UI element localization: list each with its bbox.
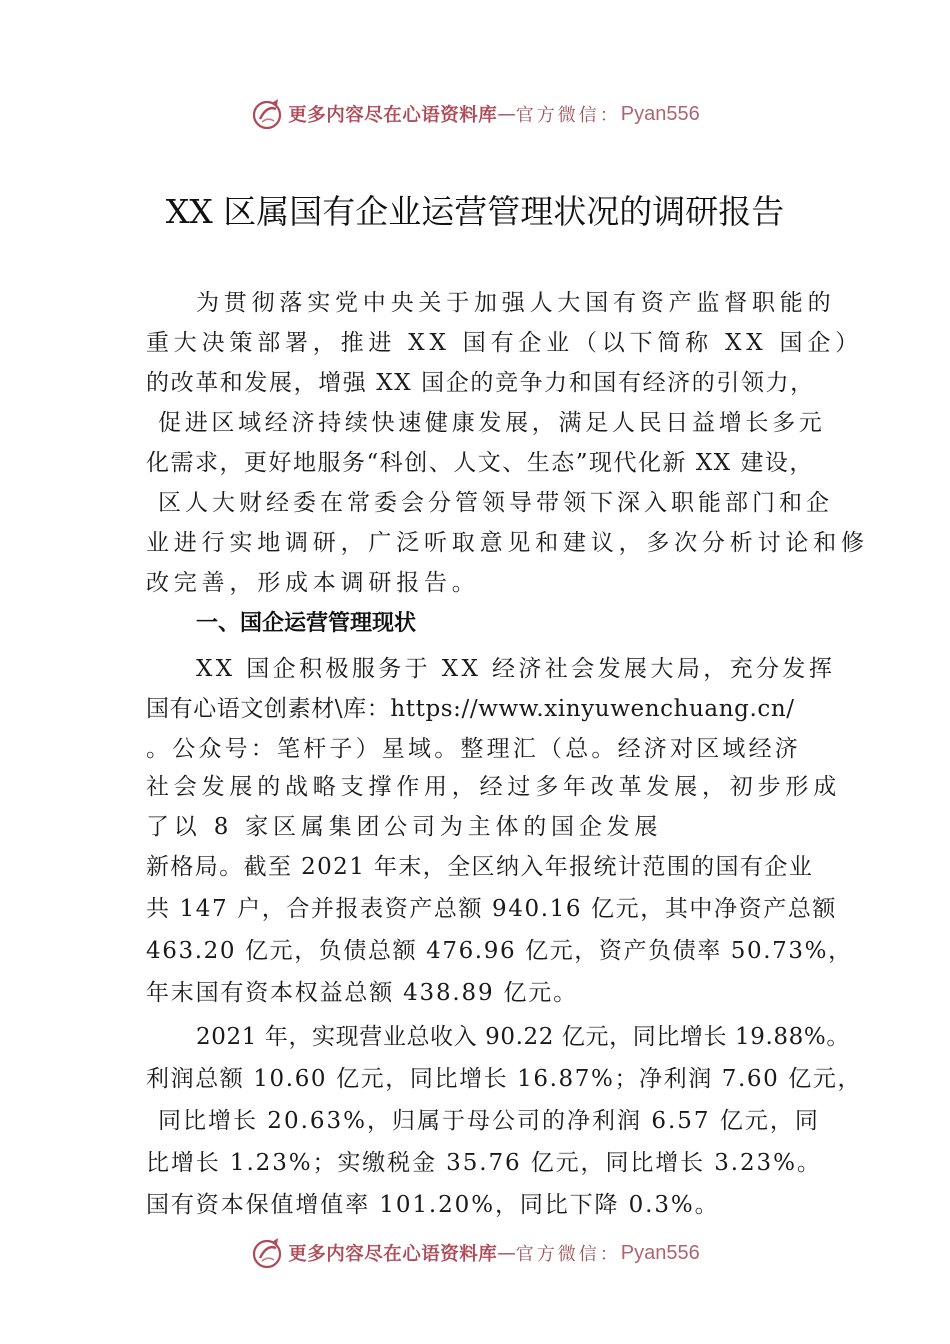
paragraph-line: 的改革和发展，增强 XX 国企的竞争力和国有经济的引领力，: [146, 370, 815, 396]
footer-banner: [0, 1233, 950, 1273]
document-title: XX 区属国有企业运营管理状况的调研报告: [165, 192, 785, 231]
banner-separator: —: [497, 1242, 516, 1264]
paragraph-line: 共 147 户，合并报表资产总额 940.16 亿元，其中净资产总额: [146, 896, 838, 922]
paragraph-line: 了以 8 家区属集团公司为主体的国企发展: [146, 814, 663, 840]
banner-wechat-id: Pyan556: [620, 1241, 700, 1264]
paragraph-line: XX 国企积极服务于 XX 经济社会发展大局，充分发挥: [196, 656, 836, 682]
paragraph-line: 国有资本保值增值率 101.20%，同比下降 0.3%。: [146, 1192, 720, 1218]
paragraph-line: 社会发展的战略支撑作用，经过多年改革发展，初步形成: [146, 774, 841, 800]
header-banner: [0, 94, 950, 134]
xinyu-logo-icon: [250, 1236, 284, 1270]
banner-separator: —: [497, 103, 516, 125]
paragraph-line: 新格局。截至 2021 年末，全区纳入年报统计范围的国有企业: [146, 854, 814, 880]
banner-site-text: 更多内容尽在心语资料库: [288, 105, 498, 126]
paragraph-line: 改完善，形成本调研报告。: [146, 570, 480, 596]
paragraph-line: 促进区域经济持续快速健康发展，满足人民日益增长多元: [158, 410, 826, 436]
paragraph-line: 比增长 1.23%；实缴税金 35.76 亿元，同比增长 3.23%。: [146, 1150, 822, 1176]
paragraph-line: 化需求，更好地服务“科创、人文、生态”现代化新 XX 建设，: [146, 450, 814, 476]
paragraph-line: 2021 年，实现营业总收入 90.22 亿元，同比增长 19.88%。: [196, 1024, 850, 1050]
xinyu-logo-icon: [250, 97, 284, 131]
paragraph-line: 。公众号：笔杆子）星域。整理汇（总。经济对区域经济: [146, 736, 801, 762]
paragraph-line: 利润总额 10.60 亿元，同比增长 16.87%；净利润 7.60 亿元，: [146, 1066, 863, 1092]
paragraph-line: 年末国有资本权益总额 438.89 亿元。: [146, 980, 578, 1006]
banner-wechat-label: 官方微信：: [515, 1244, 621, 1265]
banner-wechat-label: 官方微信：: [515, 105, 621, 126]
paragraph-line: 国有心语文创素材\库：https://www.xinyuwenchuang.cn/: [146, 696, 795, 722]
paragraph-line: 重大决策部署，推进 XX 国有企业（以下简称 XX 国企）: [146, 330, 863, 356]
paragraph-line: 为贯彻落实党中央关于加强人大国有资产监督职能的: [196, 290, 836, 316]
banner-site-text: 更多内容尽在心语资料库: [288, 1244, 498, 1265]
paragraph-line: 区人大财经委在常委会分管领导带领下深入职能部门和企: [158, 490, 833, 516]
paragraph-line: 同比增长 20.63%，归属于母公司的净利润 6.57 亿元，同: [158, 1108, 820, 1134]
banner-wechat-id: Pyan556: [620, 102, 700, 125]
paragraph-line: 业进行实地调研，广泛听取意见和建议，多次分析讨论和修: [146, 530, 869, 556]
section-heading: 一、国企运营管理现状: [196, 611, 417, 636]
paragraph-line: 463.20 亿元，负债总额 476.96 亿元，资产负债率 50.73%，: [146, 938, 853, 964]
